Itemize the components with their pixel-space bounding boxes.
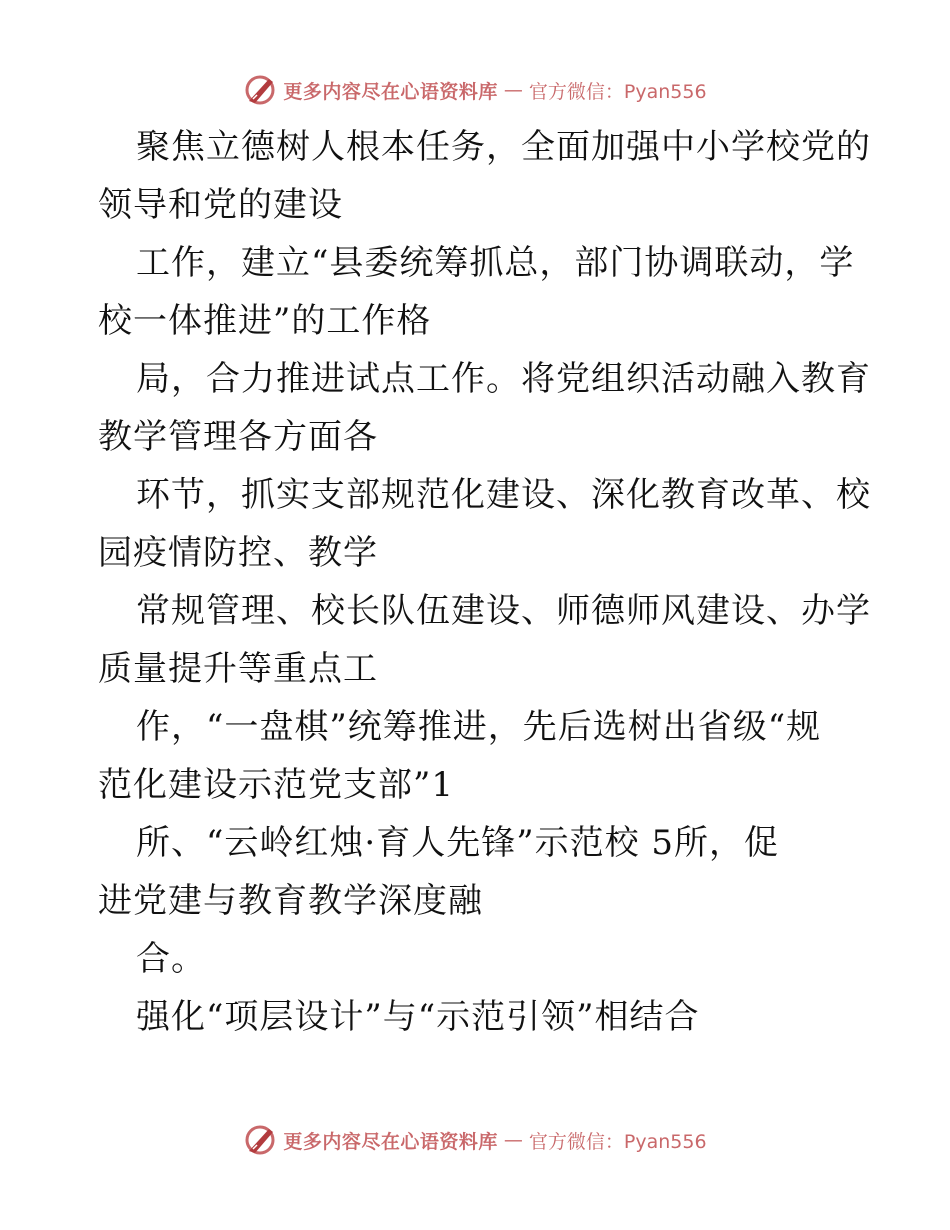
text-line: 进党建与教育教学深度融 — [98, 881, 483, 921]
watermark-wechat-text: 官方微信：Pyan556 — [528, 80, 707, 103]
quill-logo-icon — [243, 1123, 277, 1157]
watermark-main-text: 更多内容尽在心语资料库 — [283, 1130, 498, 1153]
text-line: 作，“一盘棋”统筹推进，先后选树出省级“规 — [136, 707, 822, 747]
watermark-wechat-text: 官方微信：Pyan556 — [528, 1130, 707, 1153]
text-line: 范化建设示范党支部”1 — [98, 765, 455, 805]
text-line: 领导和党的建设 — [98, 185, 343, 225]
text-line: 园疫情防控、教学 — [98, 533, 378, 573]
text-line: 强化“项层设计”与“示范引领”相结合 — [136, 997, 700, 1037]
footer-watermark — [0, 1120, 950, 1160]
text-line: 合。 — [136, 939, 206, 979]
watermark-separator: — — [503, 1129, 523, 1151]
text-line: 常规管理、校长队伍建设、师德师风建设、办学 — [136, 591, 871, 631]
watermark-main-text: 更多内容尽在心语资料库 — [283, 80, 498, 103]
header-watermark — [0, 70, 950, 110]
text-line: 局，合力推进试点工作。将党组织活动融入教育 — [136, 359, 871, 399]
text-line: 教学管理各方面各 — [98, 417, 378, 457]
text-line: 质量提升等重点工 — [98, 649, 378, 689]
text-line: 校一体推进”的工作格 — [98, 301, 432, 341]
text-line: 环节，抓实支部规范化建设、深化教育改革、校 — [136, 475, 871, 515]
text-line: 所、“云岭红烛·育人先锋”示范校 5所，促 — [136, 823, 780, 863]
quill-logo-icon — [243, 73, 277, 107]
watermark-separator: — — [503, 79, 523, 101]
document-body — [98, 118, 871, 1046]
text-line: 聚焦立德树人根本任务，全面加强中小学校党的 — [136, 127, 871, 167]
text-line: 工作，建立“县委统筹抓总，部门协调联动，学 — [136, 243, 855, 283]
